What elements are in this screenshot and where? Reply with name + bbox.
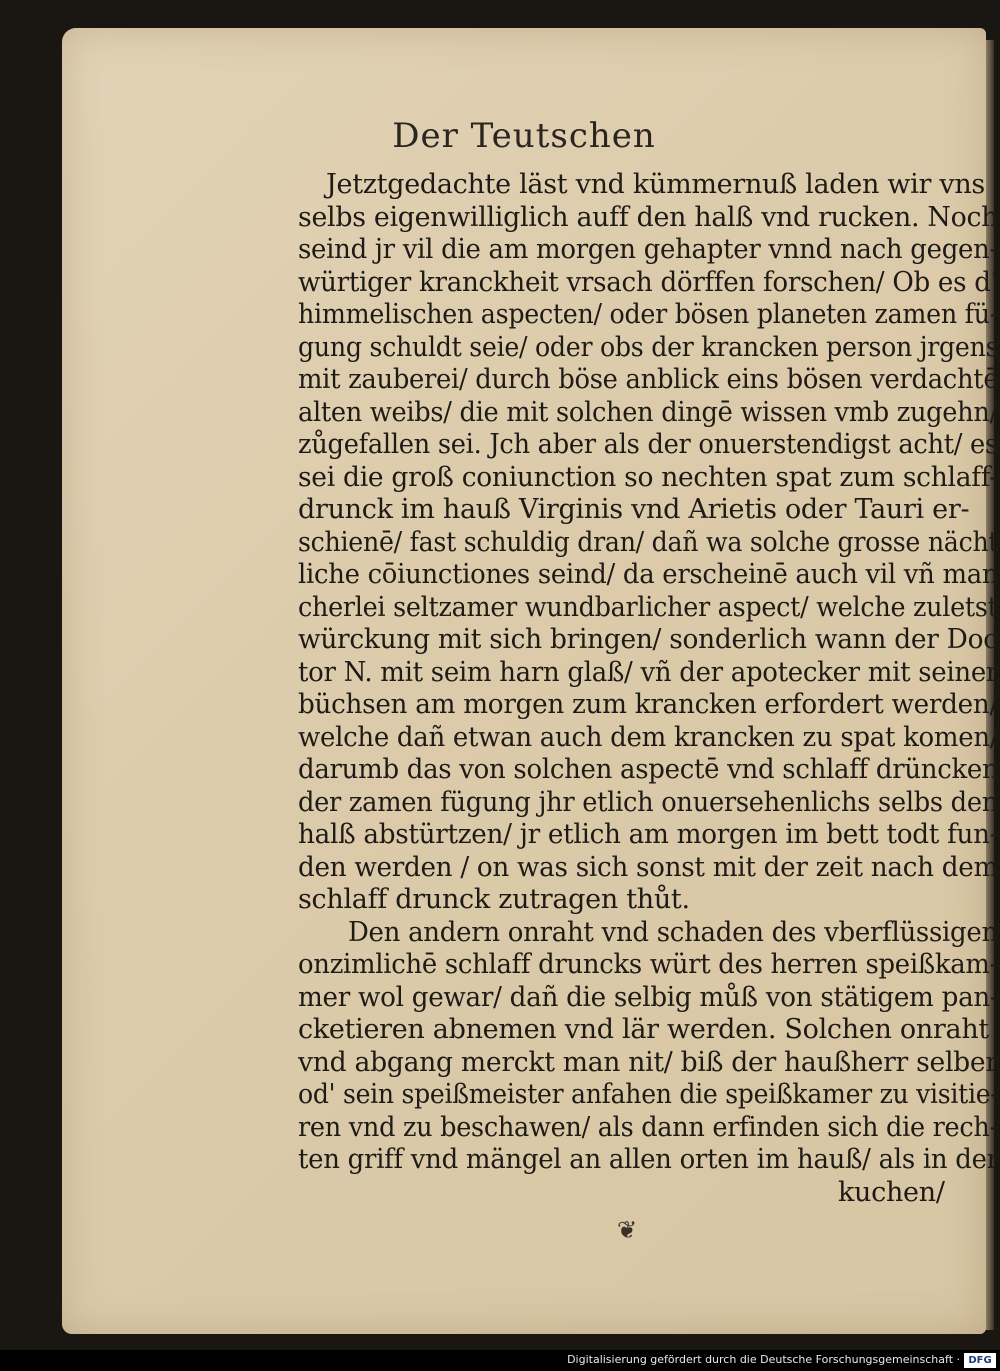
text-line: vnd abgang merckt man nit/ biß der haußherr selber xyxy=(298,1046,998,1078)
text-line: würtiger kranckheit vrsach dörffen forschen/ Ob es d' xyxy=(298,266,998,298)
text-line: ten griff vnd mängel an allen orten im hauß/ als in der xyxy=(298,1144,999,1175)
text-line: darumb das von solchen aspectē vnd schlaff drüncken xyxy=(298,754,999,785)
catchword: kuchen/ xyxy=(838,1176,945,1208)
text-line: himmelischen aspecten/ oder bösen planeten zamen fü- xyxy=(298,299,999,330)
text-line: ren vnd zu beschawen/ als dann erfinden sich die rech- xyxy=(298,1111,998,1143)
text-line: liche cōiunctiones seind/ da erscheinē auch vil vñ man xyxy=(298,559,999,590)
text-line: Jetztgedachte läst vnd kümmernuß laden wir vns xyxy=(326,169,985,200)
text-line: od' sein speißmeister anfahen die speißkamer zu visitie- xyxy=(298,1079,999,1110)
signature-mark: ❦ xyxy=(617,1216,638,1244)
text-line: seind jr vil die am morgen gehapter vnnd nach gegen- xyxy=(298,234,999,265)
text-line: mit zauberei/ durch böse anblick eins bösen verdachtē xyxy=(298,364,999,395)
text-line: würckung mit sich bringen/ sonderlich wann der Doc xyxy=(298,624,998,655)
text-line: mer wol gewar/ dañ die selbig můß von stätigem pan- xyxy=(298,981,999,1013)
text-line: onzimlichē schlaff druncks würt des herren speißkam- xyxy=(298,949,999,980)
text-line: drunck im hauß Virginis vnd Arietis oder Tauri er- xyxy=(298,494,970,525)
text-line: tor N. mit seim harn glaß/ vñ der apotecker mit seiner xyxy=(298,656,999,688)
text-line: welche dañ etwan auch dem krancken zu spat komen/ xyxy=(298,721,999,753)
text-line: den werden / on was sich sonst mit der zeit nach dem xyxy=(298,851,999,883)
text-line: schienē/ fast schuldig dran/ dañ wa solche grosse nächt xyxy=(298,526,999,558)
text-line: der zamen fügung jhr etlich onuersehenlichs selbs den xyxy=(298,786,998,818)
text-line: büchsen am morgen zum krancken erfordert werden/ xyxy=(298,689,999,720)
text-line: schlaff drunck zutragen thůt. xyxy=(298,884,690,915)
text-line: selbs eigenwilliglich auff den halß vnd rucken. Noch xyxy=(298,201,999,233)
footer-bar xyxy=(0,1350,1000,1371)
text-line: cherlei seltzamer wundbarlicher aspect/ welche zuletst xyxy=(298,591,998,623)
book-page xyxy=(62,28,999,1334)
text-line: cketieren abnemen vnd lär werden. Solchen onraht xyxy=(298,1014,989,1045)
text-line: gung schuldt seie/ oder obs der krancken person jrgens xyxy=(298,331,999,363)
text-line: Den andern onraht vnd schaden des vberflüssigen xyxy=(348,916,998,948)
text-line: alten weibs/ die mit solchen dingē wissen vmb zugehn/ xyxy=(298,396,998,428)
text-line: sei die groß coniunction so nechten spat zum schlaff- xyxy=(298,461,998,493)
text-line: zůgefallen sei. Jch aber als der onuerstendigst acht/ es xyxy=(298,429,998,460)
running-head: Der Teutschen xyxy=(392,116,656,156)
funding-notice: Digitalisierung gefördert durch die Deutsche Forschungsgemeinschaft · xyxy=(567,1353,960,1366)
dfg-logo: DFG xyxy=(964,1353,996,1368)
text-line: halß abstürtzen/ jr etlich am morgen im bett todt fun- xyxy=(298,819,999,850)
